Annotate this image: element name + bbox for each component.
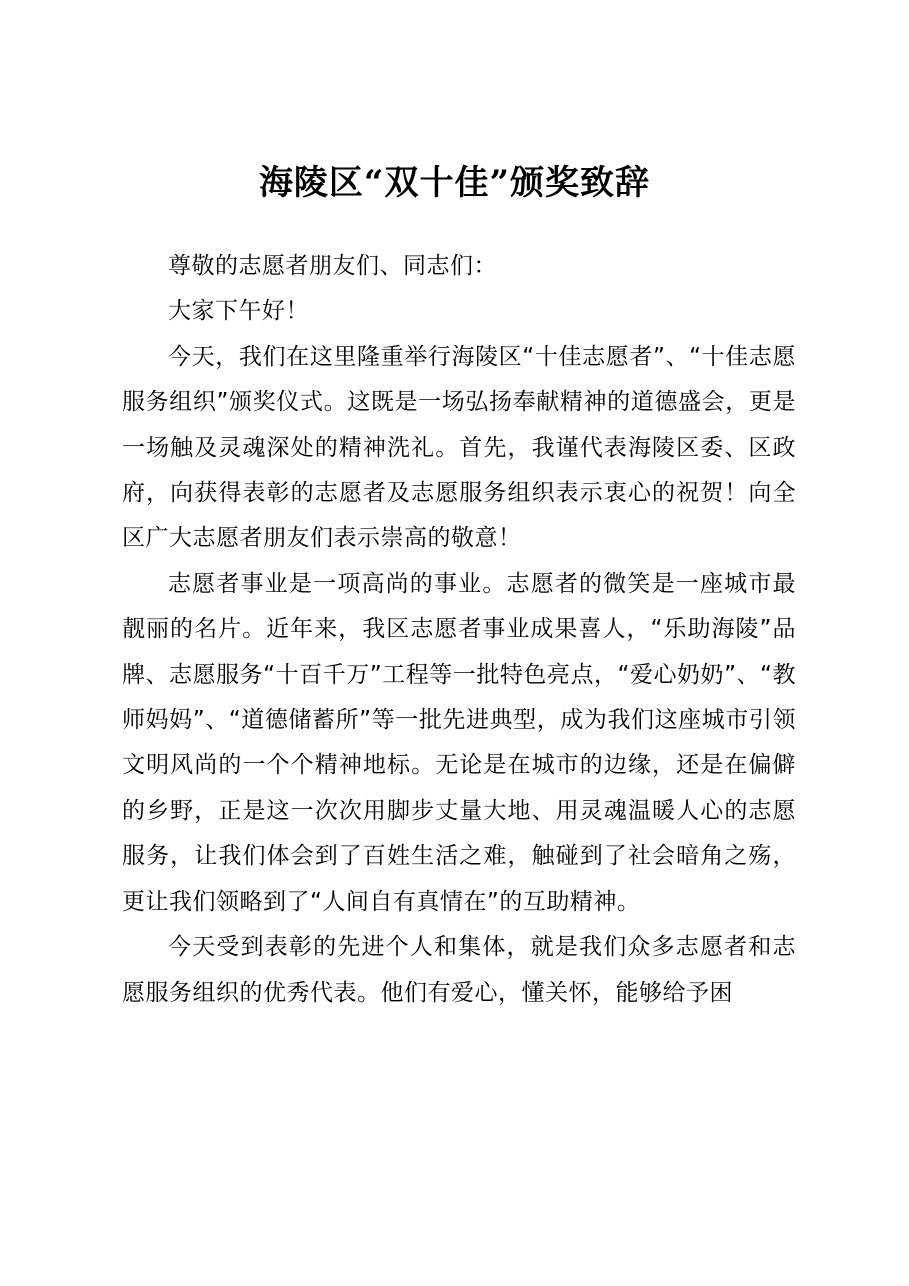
document-title: 海陵区“双十佳”颁奖致辞 xyxy=(258,163,651,203)
body-paragraph: 志愿者事业是一项高尚的事业。志愿者的微笑是一座城市最靓丽的名片。近年来，我区志愿者事业成果喜人，“乐助海陵”品牌、志愿服务“十百千万”工程等一批特色亮点，“爱心奶奶”、“教师妈妈”、“道德储蓄所”等一批先进典型，成为我们这座城市引领文明风尚的一个个精神地标。无论是在城市的边缘，还是在偏僻的乡野，正是这一次次用脚步丈量大地、用灵魂温暖人心的志愿服务，让我们体会到了百姓生活之难，触碰到了社会暗角之殇，更让我们领略到了“人间自有真情在”的互助精神。 xyxy=(122,570,796,915)
salutation-paragraph: 尊敬的志愿者朋友们、同志们： xyxy=(168,253,497,279)
body-paragraph: 今天受到表彰的先进个人和集体，就是我们众多志愿者和志愿服务组织的优秀代表。他们有爱心，懂关怀，能够给予困 xyxy=(122,934,796,1006)
greeting-paragraph: 大家下午好！ xyxy=(168,298,309,325)
document-body xyxy=(122,244,796,1016)
body-paragraph: 今天，我们在这里隆重举行海陵区“十佳志愿者”、“十佳志愿服务组织”颁奖仪式。这既是一场弘扬奉献精神的道德盛会，更是一场触及灵魂深处的精神洗礼。首先，我谨代表海陵区委、区政府，向获得表彰的志愿者及志愿服务组织表示衷心的祝贺！向全区广大志愿者朋友们表示崇高的敬意！ xyxy=(122,343,796,552)
